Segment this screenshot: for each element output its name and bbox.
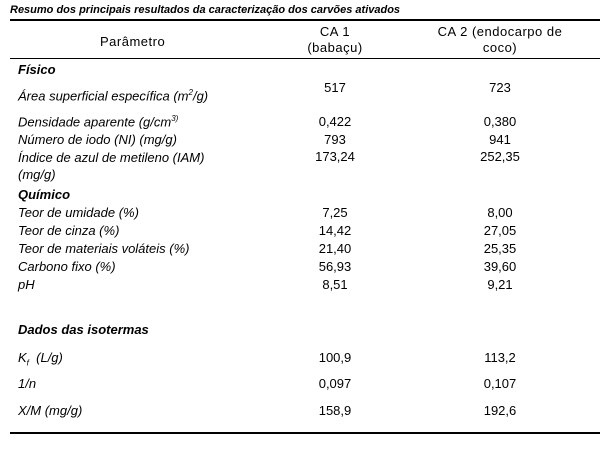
ca1-value: 21,40 xyxy=(318,241,352,256)
ca1-value: 793 xyxy=(324,132,346,147)
ca1-value: 8,51 xyxy=(322,277,348,292)
ca2-value: 0,380 xyxy=(483,114,517,129)
section-quimico: Químico xyxy=(18,187,71,202)
row-label: Teor de cinza (%) xyxy=(18,223,120,238)
row-label: X/M (mg/g) xyxy=(18,403,83,418)
table-row-densidade xyxy=(0,114,608,132)
section-isotermas: Dados das isotermas xyxy=(18,322,149,337)
header-rule xyxy=(10,58,600,59)
ca2-value: 25,35 xyxy=(483,241,517,256)
row-label: Área superficial específica $(m^2/g)$ xyxy=(18,88,209,104)
ca1-value: 0,422 xyxy=(318,114,352,129)
ca2-value: 9,21 xyxy=(487,277,513,292)
table-row-xm xyxy=(0,403,608,421)
row-label: Densidade aparente ($g/cm^{3)}$ xyxy=(18,114,179,130)
row-label: Índice de azul de metileno (IAM) (mg/g) xyxy=(18,150,205,182)
ca1-value: 173,24 xyxy=(315,149,355,164)
row-label: Teor de materiais voláteis (%) xyxy=(18,241,190,256)
table-row-umidade xyxy=(0,205,608,223)
table-row-carbono xyxy=(0,259,608,277)
ca1-value: 0,097 xyxy=(318,376,352,391)
header-ca2-line2: coco) xyxy=(482,40,518,55)
row-label: pH xyxy=(18,277,35,292)
table-row-azul xyxy=(0,149,608,185)
ca1-value: 100,9 xyxy=(318,350,352,365)
header-ca2-line1: CA 2 (endocarpo de xyxy=(437,24,563,39)
table-row-cinza xyxy=(0,223,608,241)
ca2-value: 192,6 xyxy=(483,403,517,418)
row-label: Teor de umidade (%) xyxy=(18,205,139,220)
row-label: 1/n xyxy=(18,376,37,391)
ca2-value: 113,2 xyxy=(484,350,516,365)
top-rule xyxy=(10,19,600,21)
ca2-value: 252,35 xyxy=(480,149,520,164)
table-row-ph xyxy=(0,277,608,295)
row-label: Número de iodo (NI) (mg/g) xyxy=(18,132,177,147)
header-ca1-line2: (babaçu) xyxy=(307,40,363,55)
ca1-value: 14,42 xyxy=(318,223,352,238)
header-ca2 xyxy=(420,24,580,56)
ca2-value: 27,05 xyxy=(483,223,517,238)
ca1-value: 56,93 xyxy=(318,259,352,274)
ca2-value: 723 xyxy=(489,80,511,95)
table-row-kf xyxy=(0,350,608,368)
table-caption: Resumo dos principais resultados da caracterização dos carvões ativados xyxy=(10,4,401,16)
row-label: Carbono fixo (%) xyxy=(18,259,116,274)
table-row-volateis xyxy=(0,241,608,259)
ca2-value: 39,60 xyxy=(483,259,517,274)
ca1-value: 517 xyxy=(324,80,346,95)
table-row-n xyxy=(0,376,608,394)
ca2-value: 8,00 xyxy=(487,205,513,220)
row-label: $K_f$ (L/g) xyxy=(18,350,63,368)
header-ca1 xyxy=(290,24,380,56)
ca1-value: 158,9 xyxy=(318,403,352,418)
header-ca1-line1: CA 1 xyxy=(319,24,351,39)
ca1-value: 7,25 xyxy=(322,205,348,220)
table-row-iodo xyxy=(0,132,608,150)
bottom-rule xyxy=(10,432,600,434)
ca2-value: 941 xyxy=(489,132,511,147)
table-row-area xyxy=(0,80,608,104)
header-parametro: Parâmetro xyxy=(100,34,166,49)
section-fisico: Físico xyxy=(18,62,56,77)
ca2-value: 0,107 xyxy=(483,376,517,391)
